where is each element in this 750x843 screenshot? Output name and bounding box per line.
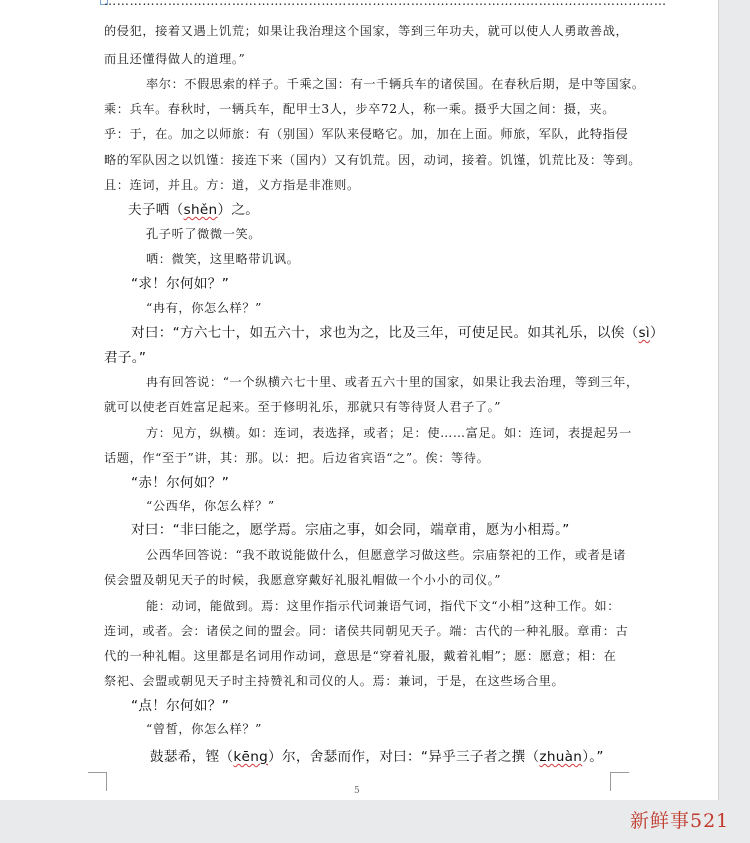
translation-note-line	[104, 100, 615, 117]
classic-text-line	[131, 321, 664, 341]
line-text: 连词，或者。会：诸侯之间的盟会。同：诸侯共同朝见天子。端：古代的一种礼服。章甫：古	[104, 624, 629, 638]
pinyin-annotation: kēng	[233, 749, 269, 765]
classic-text-line	[131, 471, 229, 491]
classic-text-line	[131, 518, 570, 538]
page-number: 5	[354, 786, 360, 796]
line-text: 孔子听了微微一笑。	[146, 227, 262, 241]
line-text: 且：连词，并且。方：道，义方指是非准则。	[104, 178, 360, 192]
line-text: 代的一种礼帽。这里都是名词用作动词，意思是“穿着礼服，戴着礼帽”；愿：愿意；相：在	[104, 649, 617, 663]
margin-corner-mark-right	[610, 772, 629, 791]
translation-note-line	[104, 398, 501, 415]
classic-text-line	[131, 694, 229, 714]
translation-note-line	[146, 497, 275, 514]
line-text: 能：动词，能做到。焉：这里作指示代词兼语气词，指代下文“小相”这种工作。如：	[146, 599, 621, 613]
line-text: ）尔，舍瑟而作，对曰：“异乎三子者之撰（	[268, 749, 540, 765]
translation-note-line	[104, 125, 628, 142]
line-text: ）。”	[582, 749, 604, 765]
line-text: 对曰：“方六七十，如五六十，求也为之，比及三年，可使足民。如其礼乐，以俟（	[131, 325, 639, 341]
classic-text-line	[131, 272, 229, 292]
translation-note-line	[146, 299, 262, 316]
line-text: 而且还懂得做人的道理。”	[104, 52, 246, 66]
translation-note-line	[146, 546, 626, 563]
line-text: 侯会盟及朝见天子的时候，我愿意穿戴好礼服礼帽做一个小小的司仪。”	[104, 573, 502, 587]
line-text: 祭祀、会盟或朝见天子时主持赞礼和司仪的人。焉：兼词，于是，在这些场合里。	[104, 674, 565, 688]
line-text: “求！尔何如？”	[131, 276, 230, 292]
line-text: 略的军队因之以饥馑：接连下来（国内）又有饥荒。因，动词，接着。饥馑，饥荒比及：等到。	[104, 153, 642, 167]
translation-note-line	[146, 720, 262, 737]
line-text: 乘：兵车。春秋时，一辆兵车，配甲士3人，步卒72人，称一乘。摄乎大国之间：摄，夹。	[104, 102, 615, 116]
translation-note-line	[146, 75, 645, 92]
pinyin-annotation: zhuàn	[539, 749, 583, 765]
translation-note-line	[146, 225, 261, 242]
translation-note-line	[104, 22, 628, 39]
line-text: 就可以使老百姓富足起来。至于修明礼乐，那就只有等待贤人君子了。”	[104, 400, 502, 414]
translation-note-line	[104, 571, 501, 588]
translation-note-line	[104, 0, 667, 8]
line-text: “赤！尔何如？”	[131, 475, 230, 491]
line-text: “曾皙，你怎么样？”	[146, 722, 262, 736]
line-text: 率尔：不假思索的样子。千乘之国：有一千辆兵车的诸侯国。在春秋后期，是中等国家。	[146, 77, 645, 91]
line-text: 哂：微笑，这里略带讥讽。	[146, 252, 300, 266]
pinyin-annotation: shěn	[183, 202, 218, 218]
watermark-text: 新鲜事521	[630, 810, 730, 832]
line-text: 公西华回答说：“我不敢说能做什么，但愿意学习做这些。宗庙祭祀的工作，或者是诸	[146, 548, 626, 562]
pinyin-annotation: sì	[638, 325, 650, 341]
line-text: “点！尔何如？”	[131, 698, 230, 714]
classic-text-line	[150, 745, 604, 765]
translation-note-line	[104, 50, 245, 67]
line-text: ……………………………………………………………………………………………………………………	[104, 0, 667, 8]
line-text: 鼓瑟希，铿（	[150, 749, 234, 765]
margin-corner-mark-left	[88, 772, 107, 791]
translation-note-line	[104, 176, 360, 193]
translation-note-line	[104, 647, 616, 664]
classic-text-line	[104, 346, 146, 366]
translation-note-line	[104, 151, 641, 168]
line-text: “公西华，你怎么样？”	[146, 499, 275, 513]
line-text: 乎：于，在。加之以师旅：有（别国）军队来侵略它。加，加在上面。师旅，军队，此特指侵	[104, 127, 629, 141]
line-text: 对曰：“非曰能之，愿学焉。宗庙之事，如会同，端章甫，愿为小相焉。”	[131, 522, 570, 538]
translation-note-line	[146, 424, 632, 441]
line-text: 夫子哂（	[128, 202, 184, 218]
line-text: “冉有，你怎么样？”	[146, 301, 262, 315]
translation-note-line	[146, 597, 620, 614]
translation-note-line	[104, 449, 489, 466]
line-text: 方：见方，纵横。如：连词，表选择，或者；足：使……富足。如：连词，表提起另一	[146, 426, 632, 440]
line-text: ）	[649, 325, 664, 341]
page-edge	[718, 0, 719, 800]
classic-text-line	[128, 198, 259, 218]
line-text: 的侵犯，接着又遇上饥荒；如果让我治理这个国家，等到三年功夫，就可以使人人勇敢善战，	[104, 24, 629, 38]
translation-note-line	[146, 373, 639, 390]
line-text: 冉有回答说：“一个纵横六七十里、或者五六十里的国家，如果让我去治理，等到三年，	[146, 375, 639, 389]
translation-note-line	[146, 250, 299, 267]
line-text: ）之。	[217, 202, 260, 218]
translation-note-line	[104, 672, 564, 689]
line-text: 君子。”	[104, 350, 147, 366]
line-text: 话题，作“至于”讲，其：那。以：把。后边省宾语“之”。俟：等待。	[104, 451, 490, 465]
translation-note-line	[104, 622, 628, 639]
